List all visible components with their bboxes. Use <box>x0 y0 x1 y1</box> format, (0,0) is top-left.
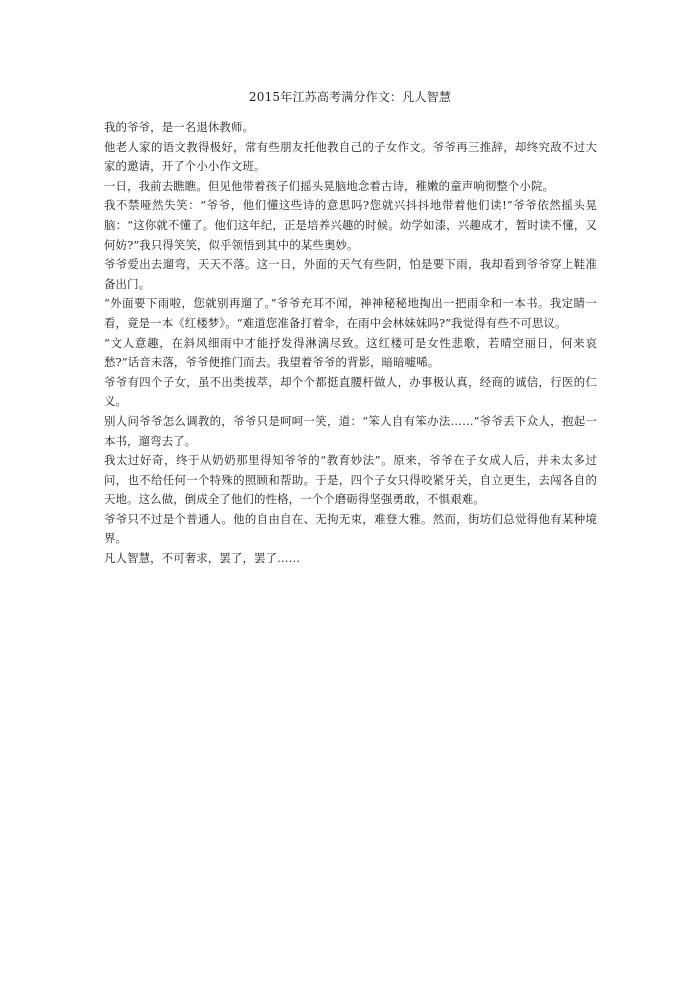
paragraph: 我的爷爷，是一名退休教师。 <box>104 120 255 134</box>
paragraph: 我太过好奇，终于从奶奶那里得知爷爷的“教育妙法”。原来，爷爷在子女成人后，并未太多过问，也不给任何一个特殊的照顾和帮助。于是，四个子女只得咬紧牙关，自立更生，去闯各自的天地。这么做，倒成全了他们的性格，一个个磨砺得坚强勇敢，不惧艰难。 <box>104 453 597 507</box>
paragraph: 爷爷爱出去遛弯，天天不落。这一日，外面的天气有些阴，怕是要下雨，我却看到爷爷穿上鞋准备出门。 <box>104 257 597 291</box>
paragraph: 我不禁哑然失笑：“爷爷，他们懂这些诗的意思吗?您就兴抖抖地带着他们读!”爷爷依然摇头晃脑：“这你就不懂了。他们这年纪，正是培养兴趣的时候。幼学如漆，兴趣成才，暂时读不懂，又何妨?”我只得笑笑，似乎领悟到其中的某些奥妙。 <box>104 198 597 252</box>
paragraph: 爷爷只不过是个普通人。他的自由自在、无拘无束，难登大雅。然而，街坊们总觉得他有某种境界。 <box>104 511 597 546</box>
document-title: 2015年江苏高考满分作文：凡人智慧 <box>248 90 452 104</box>
paragraph: 凡人智慧，不可奢求，罢了，罢了…… <box>104 551 301 566</box>
paragraph: 他老人家的语文教得极好，常有些朋友托他教自己的子女作文。爷爷再三推辞，却终究敌不过大家的邀请，开了个小小作文班。 <box>104 139 597 174</box>
paragraph: “文人意趣，在斜风细雨中才能抒发得淋漓尽致。这红楼可是女性悲歌，若晴空丽日，何来哀愁?”话音未落，爷爷便推门而去。我望着爷爷的背影，暗暗嘘唏。 <box>104 335 597 370</box>
paragraph: “外面要下雨啦，您就别再遛了。”爷爷充耳不闻，神神秘秘地掏出一把雨伞和一本书。我定睛一看，竟是一本《红楼梦》。“难道您准备打着伞，在雨中会林妹妹吗?”我觉得有些不可思议。 <box>104 296 597 330</box>
paragraph: 一日，我前去瞧瞧。但见他带着孩子们摇头晃脑地念着古诗，稚嫩的童声响彻整个小院。 <box>104 178 555 193</box>
paragraph: 别人问爷爷怎么调教的，爷爷只是呵呵一笑，道：“笨人自有笨办法……”爷爷丢下众人，抱起一本书，遛弯去了。 <box>104 413 597 448</box>
document-body <box>104 118 597 569</box>
paragraph: 爷爷有四个子女，虽不出类拔萃，却个个都挺直腰杆做人，办事极认真，经商的诚信，行医的仁义。 <box>104 374 597 409</box>
